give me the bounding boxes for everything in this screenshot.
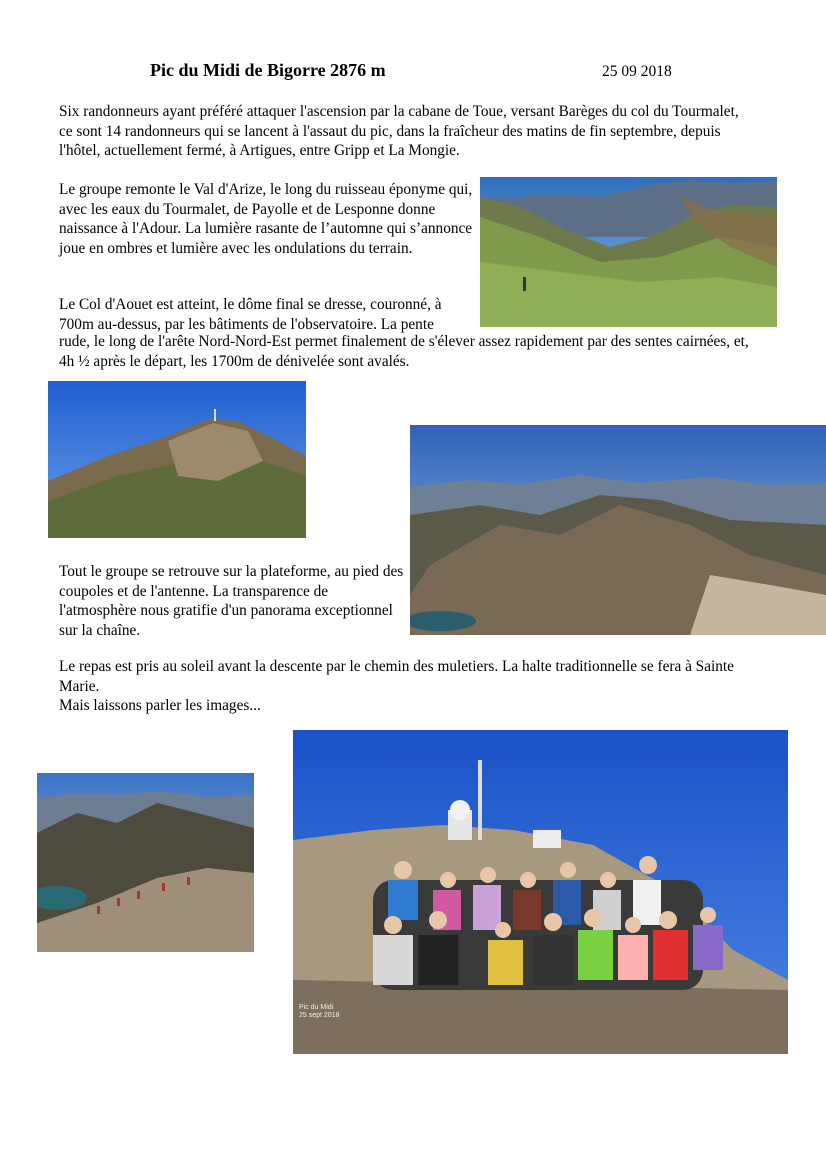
paragraph-repas: Le repas est pris au soleil avant la descente par le chemin des muletiers. La halte traditionnelle se fera à Sainte Marie. (59, 658, 734, 695)
panorama-photo (410, 425, 826, 635)
group-summit-photo (293, 730, 788, 1054)
page-date: 25 09 2018 (602, 63, 672, 80)
paragraph-intro: Six randonneurs ayant préféré attaquer l'ascension par la cabane de Toue, versant Barèges du col du Tourmalet, ce sont 14 randonneurs qui se lancent à l'assaut du pic, dans la fraîcheur des matins de fin septembre, depuis l'hôtel, actuellement fermé, à Artigues, entre Gripp et La Mongie. (59, 103, 739, 159)
paragraph-col-aouet: Le Col d'Aouet est atteint, le dôme final se dresse, couronné, à 700m au-dessus, par les bâtiments de l'observatoire. La pente (59, 296, 442, 333)
hikers-ridge-photo (37, 773, 254, 952)
paragraph-col-aouet-continued: rude, le long de l'arête Nord-Nord-Est permet finalement de s'élever assez rapidement par des sentes cairnées, et, 4h ½ après le départ, les 1700m de dénivelée sont avalés. (59, 333, 749, 370)
paragraph-plateforme: Tout le groupe se retrouve sur la plateforme, au pied des coupoles et de l'antenne. La transparence de l'atmosphère nous gratifie d'un panorama exceptionnel sur la chaîne. (59, 563, 404, 639)
photo-stamp-line1: Pic du Midi (299, 1004, 334, 1011)
paragraph-images: Mais laissons parler les images... (59, 697, 261, 714)
photo-stamp (299, 1004, 339, 1020)
summit-dome-photo (48, 381, 306, 538)
valley-photo (480, 177, 777, 327)
photo-stamp-line2: 25 sept 2018 (299, 1012, 340, 1019)
page-title: Pic du Midi de Bigorre 2876 m (150, 60, 386, 80)
paragraph-val-arize: Le groupe remonte le Val d'Arize, le long du ruisseau éponyme qui, avec les eaux du Tourmalet, de Payolle et de Lesponne donne naissance à l'Adour. La lumière rasante de l’automne qui s’annonce joue en ombres et lumière avec les ondulations du terrain. (59, 181, 473, 257)
